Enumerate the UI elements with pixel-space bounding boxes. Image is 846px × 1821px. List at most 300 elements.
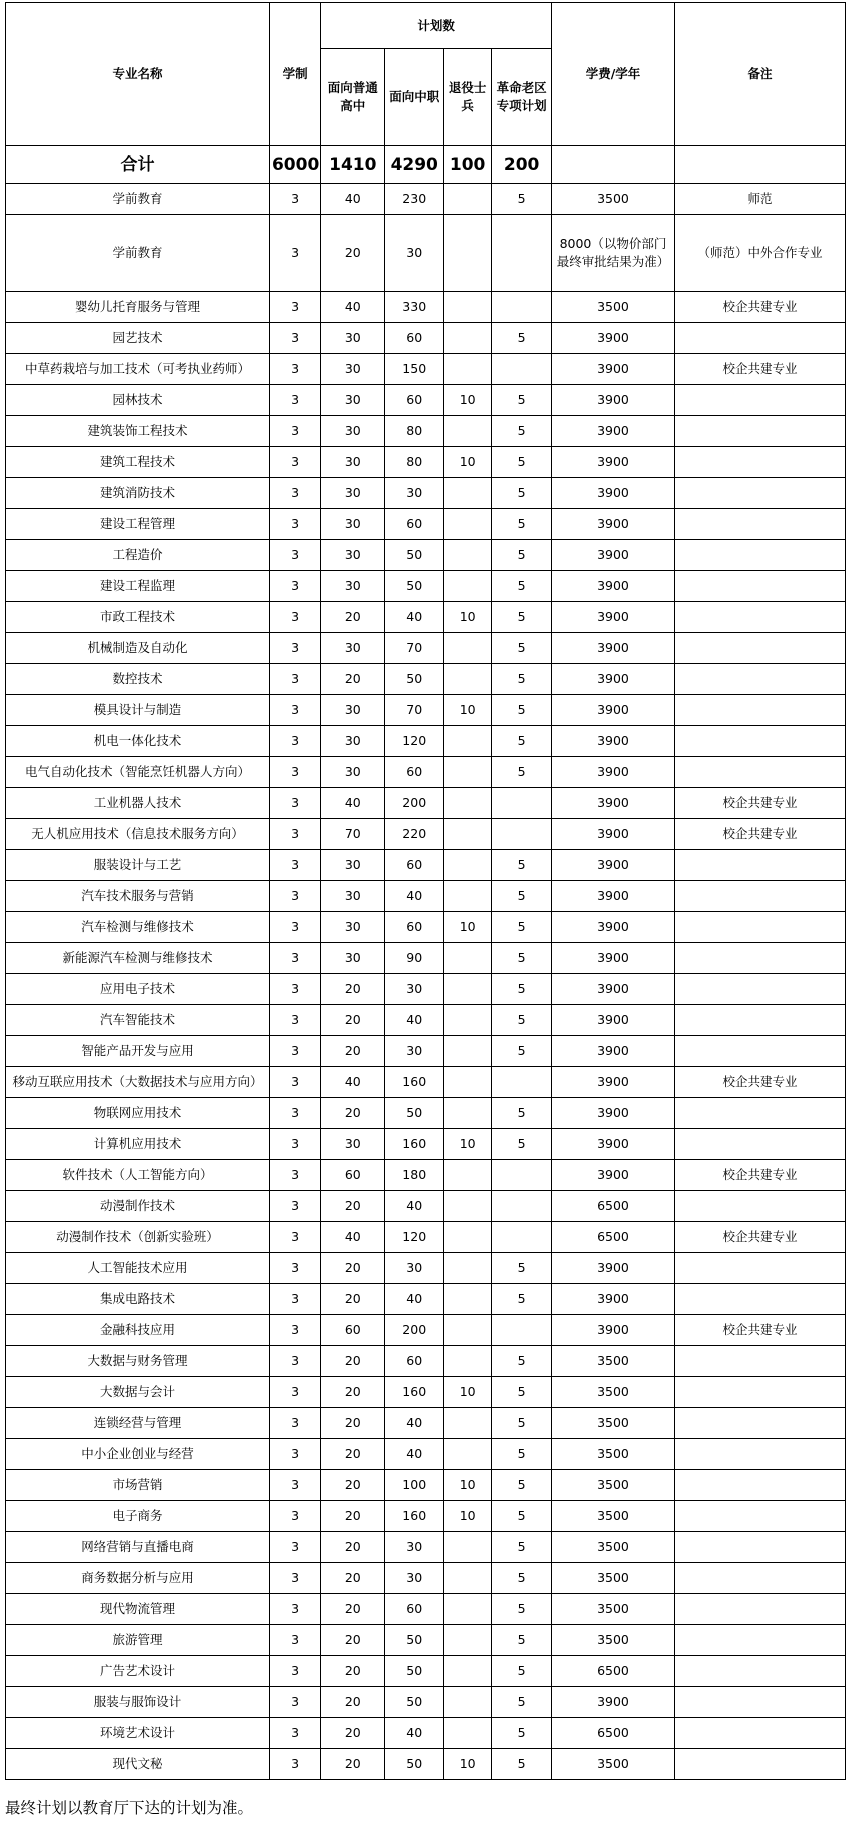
cell-years: 3 — [269, 1129, 320, 1160]
cell-major-name: 模具设计与制造 — [6, 695, 270, 726]
cell-years: 3 — [269, 943, 320, 974]
table-row — [6, 509, 846, 540]
cell-fee: 3900 — [552, 943, 675, 974]
cell-fee: 6500 — [552, 1222, 675, 1253]
cell-old-revolutionary: 5 — [492, 571, 552, 602]
cell-general-hs: 20 — [321, 1439, 385, 1470]
cell-old-revolutionary: 5 — [492, 1346, 552, 1377]
cell-fee: 3500 — [552, 1470, 675, 1501]
header-plan-group: 计划数 — [321, 3, 552, 49]
cell-general-hs: 40 — [321, 788, 385, 819]
cell-general-hs: 30 — [321, 1129, 385, 1160]
cell-veterans — [444, 1687, 492, 1718]
cell-old-revolutionary: 5 — [492, 726, 552, 757]
cell-fee: 3900 — [552, 478, 675, 509]
cell-old-revolutionary — [492, 1191, 552, 1222]
cell-veterans: 10 — [444, 912, 492, 943]
table-row — [6, 184, 846, 215]
cell-years: 3 — [269, 695, 320, 726]
cell-major-name: 服装设计与工艺 — [6, 850, 270, 881]
cell-general-hs: 30 — [321, 509, 385, 540]
cell-years: 3 — [269, 974, 320, 1005]
cell-fee: 3900 — [552, 726, 675, 757]
cell-vocational: 30 — [385, 1532, 444, 1563]
cell-years: 3 — [269, 1160, 320, 1191]
cell-old-revolutionary: 5 — [492, 664, 552, 695]
cell-fee: 3900 — [552, 323, 675, 354]
table-row — [6, 540, 846, 571]
cell-veterans — [444, 509, 492, 540]
cell-note: 校企共建专业 — [674, 1160, 845, 1191]
cell-note: 校企共建专业 — [674, 819, 845, 850]
cell-veterans — [444, 1005, 492, 1036]
cell-fee: 3500 — [552, 1346, 675, 1377]
cell-major-name: 商务数据分析与应用 — [6, 1563, 270, 1594]
cell-major-name: 园艺技术 — [6, 323, 270, 354]
cell-note — [674, 323, 845, 354]
table-row — [6, 633, 846, 664]
cell-note — [674, 1470, 845, 1501]
cell-veterans — [444, 633, 492, 664]
cell-fee: 3500 — [552, 1532, 675, 1563]
cell-major-name: 大数据与财务管理 — [6, 1346, 270, 1377]
table-row — [6, 1532, 846, 1563]
table-row — [6, 323, 846, 354]
cell-vocational: 40 — [385, 1718, 444, 1749]
cell-veterans — [444, 974, 492, 1005]
cell-note — [674, 1501, 845, 1532]
cell-vocational: 50 — [385, 540, 444, 571]
cell-major-name: 中小企业创业与经营 — [6, 1439, 270, 1470]
cell-veterans — [444, 323, 492, 354]
cell-fee: 3500 — [552, 292, 675, 323]
cell-vocational: 40 — [385, 1284, 444, 1315]
cell-veterans: 10 — [444, 385, 492, 416]
cell-years: 3 — [269, 292, 320, 323]
cell-veterans — [444, 1594, 492, 1625]
header-notes: 备注 — [674, 3, 845, 146]
cell-years: 3 — [269, 1067, 320, 1098]
cell-old-revolutionary — [492, 354, 552, 385]
cell-old-revolutionary: 5 — [492, 416, 552, 447]
cell-vocational: 60 — [385, 757, 444, 788]
cell-vocational: 50 — [385, 571, 444, 602]
cell-veterans — [444, 571, 492, 602]
cell-veterans: 10 — [444, 447, 492, 478]
cell-major-name: 物联网应用技术 — [6, 1098, 270, 1129]
table-row — [6, 1718, 846, 1749]
header-old-revolutionary: 革命老区专项计划 — [492, 49, 552, 146]
cell-old-revolutionary: 5 — [492, 540, 552, 571]
cell-veterans — [444, 354, 492, 385]
cell-years: 3 — [269, 1036, 320, 1067]
cell-general-hs: 60 — [321, 1315, 385, 1346]
table-row — [6, 1315, 846, 1346]
cell-general-hs: 20 — [321, 1656, 385, 1687]
cell-general-hs: 30 — [321, 726, 385, 757]
cell-years: 3 — [269, 1315, 320, 1346]
cell-veterans — [444, 1315, 492, 1346]
cell-veterans — [444, 1191, 492, 1222]
cell-note — [674, 602, 845, 633]
cell-major-name: 应用电子技术 — [6, 974, 270, 1005]
cell-general-hs: 40 — [321, 292, 385, 323]
cell-vocational: 40 — [385, 1005, 444, 1036]
cell-old-revolutionary: 5 — [492, 1005, 552, 1036]
cell-fee: 3900 — [552, 1036, 675, 1067]
cell-vocational: 120 — [385, 726, 444, 757]
table-row — [6, 385, 846, 416]
table-row — [6, 1067, 846, 1098]
cell-vocational: 40 — [385, 1191, 444, 1222]
cell-years: 3 — [269, 726, 320, 757]
table-row — [6, 943, 846, 974]
cell-major-name: 移动互联应用技术（大数据技术与应用方向） — [6, 1067, 270, 1098]
cell-fee: 3500 — [552, 1563, 675, 1594]
cell-note — [674, 912, 845, 943]
cell-years: 3 — [269, 602, 320, 633]
cell-note — [674, 943, 845, 974]
cell-old-revolutionary: 5 — [492, 1563, 552, 1594]
cell-fee: 6500 — [552, 1656, 675, 1687]
cell-general-hs: 20 — [321, 1005, 385, 1036]
cell-vocational: 30 — [385, 478, 444, 509]
cell-old-revolutionary — [492, 1315, 552, 1346]
cell-veterans — [444, 1408, 492, 1439]
cell-veterans — [444, 819, 492, 850]
cell-years: 3 — [269, 1501, 320, 1532]
cell-fee: 3900 — [552, 602, 675, 633]
header-veterans: 退役士兵 — [444, 49, 492, 146]
cell-major-name: 服装与服饰设计 — [6, 1687, 270, 1718]
cell-fee: 3900 — [552, 757, 675, 788]
cell-major-name: 市场营销 — [6, 1470, 270, 1501]
cell-vocational: 50 — [385, 1625, 444, 1656]
cell-general-hs: 20 — [321, 974, 385, 1005]
table-row — [6, 1098, 846, 1129]
cell-vocational: 30 — [385, 1036, 444, 1067]
table-row — [6, 912, 846, 943]
cell-major-name: 环境艺术设计 — [6, 1718, 270, 1749]
cell-fee: 3900 — [552, 633, 675, 664]
cell-general-hs: 60 — [321, 1160, 385, 1191]
cell-old-revolutionary: 5 — [492, 1408, 552, 1439]
table-row — [6, 416, 846, 447]
cell-major-name: 建筑工程技术 — [6, 447, 270, 478]
total-years: 6000 — [269, 146, 320, 184]
cell-fee: 3500 — [552, 1625, 675, 1656]
cell-general-hs: 30 — [321, 540, 385, 571]
cell-veterans: 10 — [444, 1501, 492, 1532]
cell-veterans — [444, 1625, 492, 1656]
cell-years: 3 — [269, 912, 320, 943]
cell-fee: 6500 — [552, 1191, 675, 1222]
table-row — [6, 757, 846, 788]
table-row — [6, 1377, 846, 1408]
cell-vocational: 60 — [385, 323, 444, 354]
cell-vocational: 220 — [385, 819, 444, 850]
cell-fee: 3900 — [552, 1067, 675, 1098]
cell-major-name: 园林技术 — [6, 385, 270, 416]
total-notes — [674, 146, 845, 184]
cell-years: 3 — [269, 788, 320, 819]
cell-general-hs: 30 — [321, 881, 385, 912]
cell-old-revolutionary: 5 — [492, 1129, 552, 1160]
cell-old-revolutionary: 5 — [492, 602, 552, 633]
cell-years: 3 — [269, 1563, 320, 1594]
table-row — [6, 850, 846, 881]
cell-years: 3 — [269, 1718, 320, 1749]
cell-note: 校企共建专业 — [674, 788, 845, 819]
cell-fee: 3500 — [552, 1594, 675, 1625]
cell-vocational: 90 — [385, 943, 444, 974]
cell-vocational: 50 — [385, 1687, 444, 1718]
cell-vocational: 50 — [385, 664, 444, 695]
cell-years: 3 — [269, 1005, 320, 1036]
cell-veterans — [444, 478, 492, 509]
total-vocational: 4290 — [385, 146, 444, 184]
cell-note — [674, 1563, 845, 1594]
cell-fee: 3500 — [552, 1749, 675, 1780]
cell-general-hs: 40 — [321, 184, 385, 215]
cell-fee: 3900 — [552, 664, 675, 695]
cell-vocational: 30 — [385, 215, 444, 292]
cell-vocational: 80 — [385, 416, 444, 447]
cell-major-name: 人工智能技术应用 — [6, 1253, 270, 1284]
table-row — [6, 1408, 846, 1439]
cell-major-name: 工业机器人技术 — [6, 788, 270, 819]
cell-general-hs: 20 — [321, 602, 385, 633]
cell-vocational: 30 — [385, 1253, 444, 1284]
cell-major-name: 电子商务 — [6, 1501, 270, 1532]
cell-general-hs: 30 — [321, 850, 385, 881]
cell-general-hs: 20 — [321, 1191, 385, 1222]
footnote: 最终计划以教育厅下达的计划为准。 — [5, 1799, 254, 1817]
cell-general-hs: 30 — [321, 354, 385, 385]
cell-major-name: 机械制造及自动化 — [6, 633, 270, 664]
cell-vocational: 160 — [385, 1501, 444, 1532]
cell-general-hs: 20 — [321, 1625, 385, 1656]
cell-note — [674, 757, 845, 788]
cell-note — [674, 1191, 845, 1222]
table-row — [6, 1160, 846, 1191]
cell-old-revolutionary: 5 — [492, 1625, 552, 1656]
cell-veterans — [444, 1222, 492, 1253]
table-row — [6, 726, 846, 757]
cell-note — [674, 974, 845, 1005]
cell-years: 3 — [269, 540, 320, 571]
cell-major-name: 机电一体化技术 — [6, 726, 270, 757]
cell-major-name: 软件技术（人工智能方向） — [6, 1160, 270, 1191]
cell-major-name: 智能产品开发与应用 — [6, 1036, 270, 1067]
table-row — [6, 1222, 846, 1253]
header-vocational: 面向中职 — [385, 49, 444, 146]
cell-years: 3 — [269, 819, 320, 850]
cell-fee: 3500 — [552, 1408, 675, 1439]
cell-fee: 8000（以物价部门最终审批结果为准） — [552, 215, 675, 292]
cell-note — [674, 1377, 845, 1408]
header-general-hs: 面向普通高中 — [321, 49, 385, 146]
cell-general-hs: 40 — [321, 1222, 385, 1253]
table-row — [6, 292, 846, 323]
cell-fee: 3900 — [552, 819, 675, 850]
cell-years: 3 — [269, 1253, 320, 1284]
cell-note — [674, 416, 845, 447]
cell-old-revolutionary: 5 — [492, 1718, 552, 1749]
cell-old-revolutionary: 5 — [492, 478, 552, 509]
cell-general-hs: 20 — [321, 1408, 385, 1439]
cell-vocational: 160 — [385, 1377, 444, 1408]
cell-major-name: 金融科技应用 — [6, 1315, 270, 1346]
cell-veterans — [444, 416, 492, 447]
cell-veterans — [444, 184, 492, 215]
cell-veterans — [444, 1563, 492, 1594]
cell-vocational: 40 — [385, 881, 444, 912]
cell-veterans — [444, 757, 492, 788]
table-row — [6, 215, 846, 292]
cell-general-hs: 30 — [321, 943, 385, 974]
table-row — [6, 1656, 846, 1687]
cell-note — [674, 1098, 845, 1129]
cell-vocational: 50 — [385, 1749, 444, 1780]
cell-vocational: 160 — [385, 1067, 444, 1098]
cell-old-revolutionary: 5 — [492, 881, 552, 912]
cell-vocational: 100 — [385, 1470, 444, 1501]
cell-veterans — [444, 1346, 492, 1377]
table-row — [6, 354, 846, 385]
header-major: 专业名称 — [6, 3, 270, 146]
cell-note — [674, 1687, 845, 1718]
cell-major-name: 连锁经营与管理 — [6, 1408, 270, 1439]
cell-note: （师范）中外合作专业 — [674, 215, 845, 292]
cell-veterans — [444, 1439, 492, 1470]
cell-fee: 3900 — [552, 695, 675, 726]
cell-note — [674, 1718, 845, 1749]
cell-years: 3 — [269, 1222, 320, 1253]
cell-old-revolutionary: 5 — [492, 323, 552, 354]
cell-veterans — [444, 292, 492, 323]
cell-general-hs: 20 — [321, 1532, 385, 1563]
cell-fee: 3900 — [552, 1253, 675, 1284]
cell-years: 3 — [269, 416, 320, 447]
cell-vocational: 200 — [385, 788, 444, 819]
cell-note — [674, 1656, 845, 1687]
cell-fee: 3500 — [552, 1439, 675, 1470]
cell-fee: 3900 — [552, 1315, 675, 1346]
cell-veterans — [444, 1532, 492, 1563]
header-fee: 学费/学年 — [552, 3, 675, 146]
cell-veterans — [444, 881, 492, 912]
cell-vocational: 40 — [385, 602, 444, 633]
cell-fee: 3900 — [552, 571, 675, 602]
cell-years: 3 — [269, 1687, 320, 1718]
cell-general-hs: 20 — [321, 664, 385, 695]
cell-fee: 3500 — [552, 1501, 675, 1532]
cell-fee: 3500 — [552, 184, 675, 215]
cell-veterans — [444, 1067, 492, 1098]
cell-note — [674, 1439, 845, 1470]
cell-vocational: 60 — [385, 509, 444, 540]
cell-old-revolutionary: 5 — [492, 757, 552, 788]
total-veterans: 100 — [444, 146, 492, 184]
cell-general-hs: 20 — [321, 1036, 385, 1067]
table-row — [6, 695, 846, 726]
cell-major-name: 学前教育 — [6, 184, 270, 215]
cell-fee: 3900 — [552, 540, 675, 571]
cell-vocational: 60 — [385, 912, 444, 943]
cell-old-revolutionary: 5 — [492, 385, 552, 416]
table-row — [6, 1284, 846, 1315]
table-row — [6, 1687, 846, 1718]
cell-major-name: 电气自动化技术（智能烹饪机器人方向） — [6, 757, 270, 788]
total-old-revolutionary: 200 — [492, 146, 552, 184]
cell-major-name: 建筑消防技术 — [6, 478, 270, 509]
cell-note — [674, 509, 845, 540]
cell-veterans — [444, 664, 492, 695]
cell-years: 3 — [269, 447, 320, 478]
cell-old-revolutionary — [492, 819, 552, 850]
cell-veterans — [444, 215, 492, 292]
cell-vocational: 80 — [385, 447, 444, 478]
cell-fee: 3900 — [552, 416, 675, 447]
cell-old-revolutionary: 5 — [492, 1253, 552, 1284]
table-row — [6, 1005, 846, 1036]
cell-old-revolutionary: 5 — [492, 184, 552, 215]
table-row — [6, 1036, 846, 1067]
cell-vocational: 330 — [385, 292, 444, 323]
cell-old-revolutionary: 5 — [492, 633, 552, 664]
cell-years: 3 — [269, 1377, 320, 1408]
cell-veterans — [444, 540, 492, 571]
cell-general-hs: 20 — [321, 1253, 385, 1284]
cell-years: 3 — [269, 633, 320, 664]
cell-note: 校企共建专业 — [674, 354, 845, 385]
cell-old-revolutionary: 5 — [492, 695, 552, 726]
cell-major-name: 工程造价 — [6, 540, 270, 571]
cell-major-name: 集成电路技术 — [6, 1284, 270, 1315]
cell-years: 3 — [269, 1656, 320, 1687]
cell-years: 3 — [269, 385, 320, 416]
cell-note — [674, 1129, 845, 1160]
cell-fee: 3900 — [552, 912, 675, 943]
table-row — [6, 1439, 846, 1470]
cell-fee: 3900 — [552, 881, 675, 912]
cell-fee: 3900 — [552, 509, 675, 540]
cell-vocational: 120 — [385, 1222, 444, 1253]
cell-old-revolutionary: 5 — [492, 1656, 552, 1687]
cell-vocational: 230 — [385, 184, 444, 215]
cell-veterans: 10 — [444, 1749, 492, 1780]
cell-years: 3 — [269, 1408, 320, 1439]
total-fee — [552, 146, 675, 184]
cell-major-name: 市政工程技术 — [6, 602, 270, 633]
cell-note — [674, 664, 845, 695]
cell-fee: 3900 — [552, 1098, 675, 1129]
cell-general-hs: 70 — [321, 819, 385, 850]
cell-fee: 3900 — [552, 1687, 675, 1718]
cell-general-hs: 20 — [321, 1377, 385, 1408]
cell-veterans: 10 — [444, 1470, 492, 1501]
cell-vocational: 50 — [385, 1098, 444, 1129]
table-row — [6, 447, 846, 478]
cell-general-hs: 30 — [321, 695, 385, 726]
cell-veterans: 10 — [444, 695, 492, 726]
table-row — [6, 1625, 846, 1656]
cell-old-revolutionary — [492, 788, 552, 819]
cell-years: 3 — [269, 1625, 320, 1656]
cell-fee: 3500 — [552, 1377, 675, 1408]
cell-vocational: 40 — [385, 1408, 444, 1439]
